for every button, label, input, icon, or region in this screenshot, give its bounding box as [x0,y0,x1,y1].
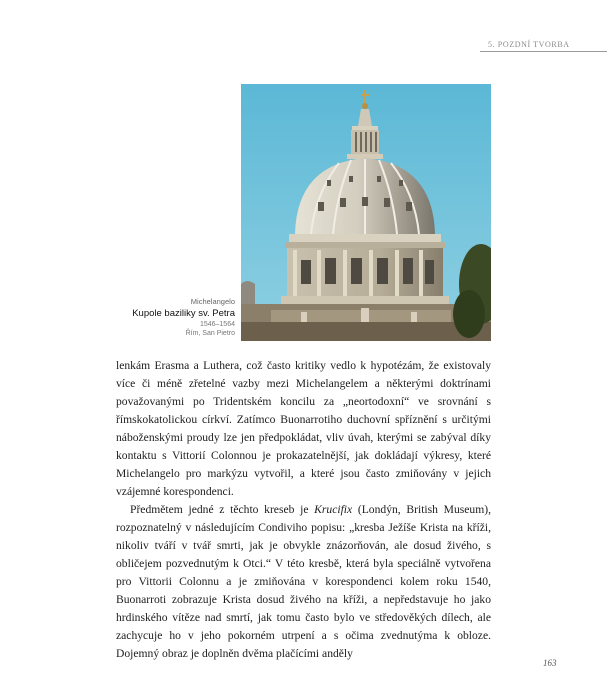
artwork-title-krucifix: Krucifix [314,503,353,516]
paragraph-2-start: Předmětem jedné z těchto kreseb je [130,503,315,516]
dome-photograph [241,84,491,341]
paragraph-2-rest: (Londýn, British Museum), rozpoznatelný v následujícím Condiviho popisu: „kresba Ježíše Krista na kříži, nikoliv tváří v tvář smrti, jak je obvykle znázorňován, ale dosud živého, s obličejem pozvednutým k Otci.“ V této kresbě, která byla speciálně vytvořena pro Vittorii Colonnu a je zmiňována v korespondenci kolem roku 1540, Buonarroti zobrazuje Krista dosud živého na kříži, a nepředstavuje ho jako hrdinského vítěze nad smrtí, jak tomu často bylo ve středověkých dílech, ale zachycuje ho v jeho pokorném utrpení a s očima zvednutýma k obloze. Dojemný obraz je doplněn dvěma plačícími anděly [116,503,491,660]
figure-caption [95,296,235,338]
paragraph-1: lenkám Erasma a Luthera, což často kritiky vedlo k hypotézám, že existovaly více či méně zřetelné vazby mezi Michelangelem a některými doktrínami považovanými po Tridentském koncilu za „neortodoxní“ ve srovnání s římskokatolickou církví. Zatímco Buonarrotiho duchovní spříznění s určitými náboženskými proudy lze jen předpokládat, vliv úvah, kterými se zabýval díky kontaktu s Vittorií Colonnou je prokazatelnější, jak dokládají výkresy, které Michelangelo pro markýzu vytvořil, a které jsou často zmiňovány v jejich vzájemné korespondenci. [116,359,491,498]
running-head-rule [480,51,607,52]
caption-title: Kupole baziliky sv. Petra [132,308,235,319]
caption-artist: Michelangelo [190,297,235,306]
paragraph-2 [116,501,491,663]
body-text [116,357,491,663]
caption-location: Řím, San Pietro [185,330,235,337]
caption-date: 1546–1564 [199,321,235,328]
page-number: 163 [543,658,557,668]
running-head: 5. POZDNÍ TVORBA [488,40,570,49]
